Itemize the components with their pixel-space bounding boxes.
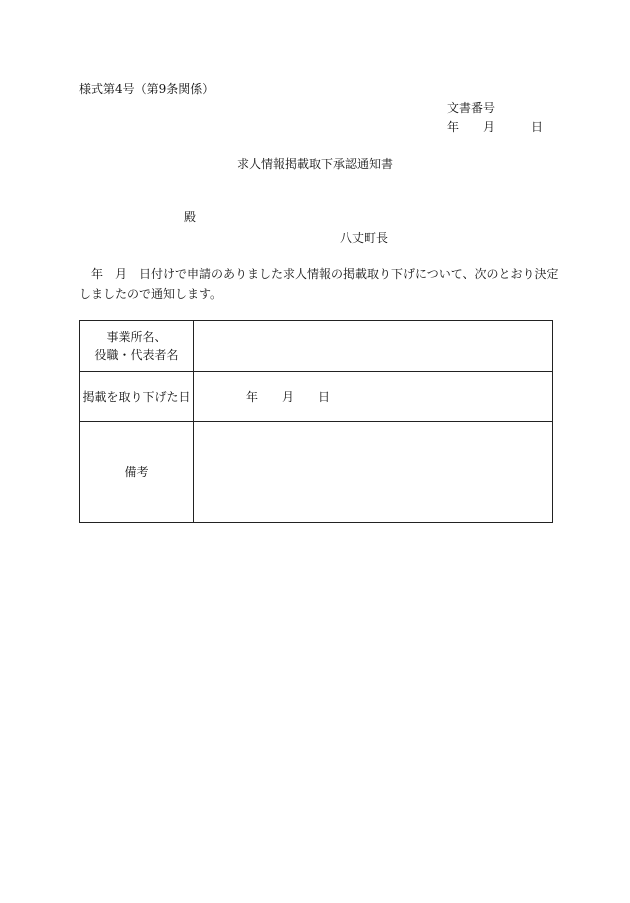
- business-name-label: [80, 321, 194, 372]
- table-row-remarks: [80, 422, 553, 523]
- issue-date: [447, 121, 543, 133]
- withdrawal-date-day: 日: [318, 389, 331, 404]
- withdrawal-date-label: 掲載を取り下げた日: [80, 372, 194, 422]
- table-row-business-name: [80, 321, 553, 372]
- issue-date-day: 日: [531, 120, 544, 134]
- body-text-line-1: 年 月 日付けで申請のありました求人情報の掲載取り下げについて、次のとおり決定: [79, 267, 559, 281]
- issuer-name: 八丈町長: [340, 231, 389, 245]
- business-name-value: [194, 321, 553, 372]
- table-row-withdrawal-date: [80, 372, 553, 422]
- withdrawal-date-value: [194, 372, 553, 422]
- form-number: 様式第4号（第9条関係）: [79, 82, 215, 96]
- business-name-label-line-1: 事業所名、: [106, 330, 167, 344]
- info-table: [79, 320, 553, 523]
- withdrawal-date-month: 月: [282, 389, 295, 404]
- business-name-label-line-2: 役職・代表者名: [94, 348, 179, 362]
- document-title: 求人情報掲載取下承認通知書: [236, 157, 393, 171]
- remarks-label: 備考: [80, 422, 194, 523]
- remarks-value: [194, 422, 553, 523]
- withdrawal-date-year: 年: [246, 389, 259, 404]
- issue-date-year: 年: [447, 120, 460, 134]
- document-number-label: 文書番号: [447, 101, 496, 115]
- addressee-suffix: 殿: [184, 210, 197, 224]
- body-text-line-2: しましたので通知します。: [79, 287, 223, 301]
- issue-date-month: 月: [483, 120, 496, 134]
